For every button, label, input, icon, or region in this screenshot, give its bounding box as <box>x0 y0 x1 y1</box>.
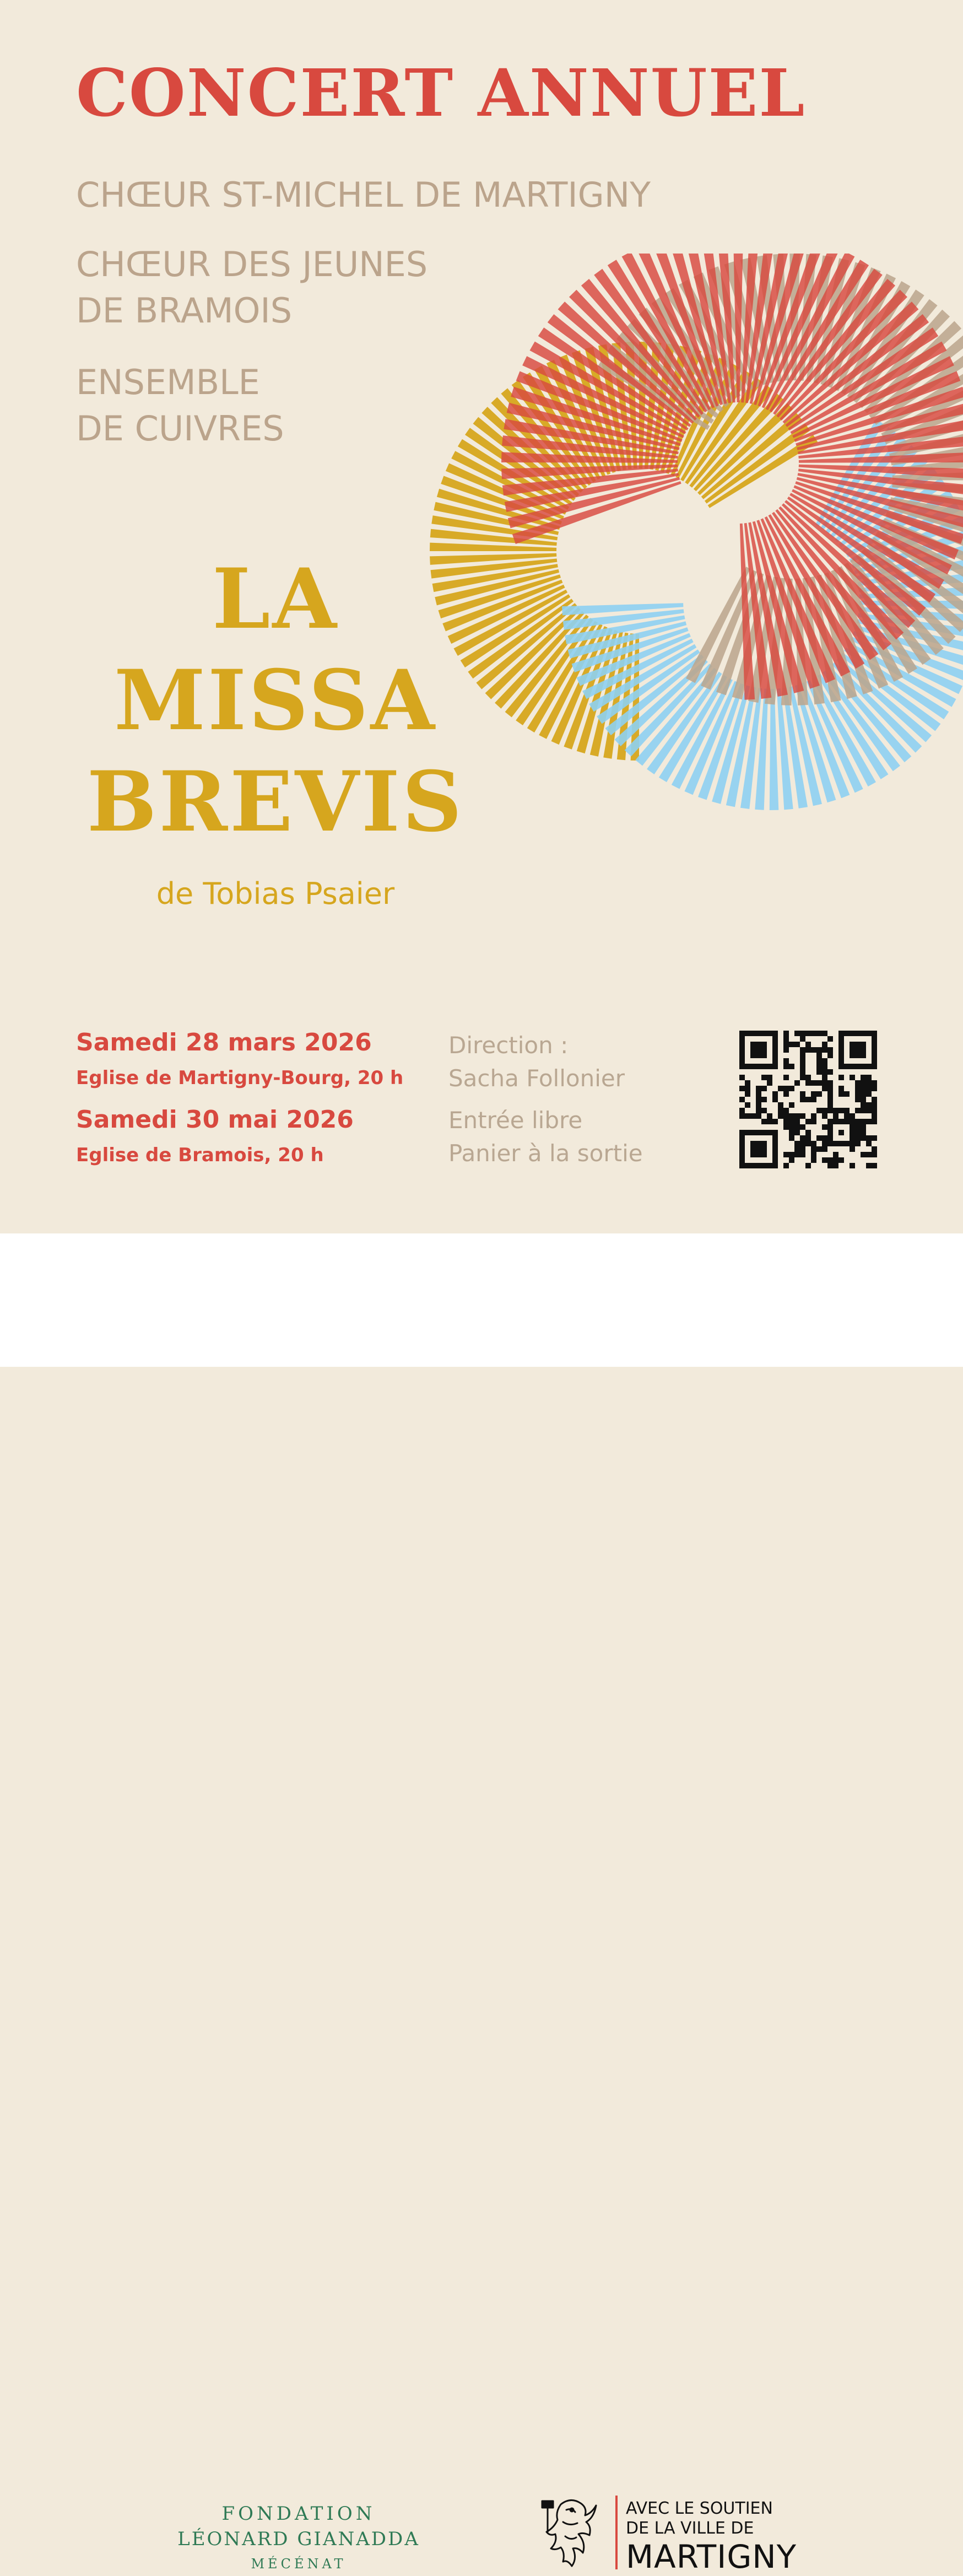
basket-info: Panier à la sortie <box>448 1140 643 1167</box>
foundation-line-3: MÉCÉNAT <box>251 2556 347 2572</box>
work-title-line-2: MISSA <box>114 652 437 749</box>
performer-choir-st-michel: CHŒUR ST-MICHEL DE MARTIGNY <box>76 175 651 215</box>
direction-label: Direction : <box>448 1032 569 1059</box>
martigny-crest-icon <box>539 2493 605 2570</box>
foundation-logo <box>161 2501 436 2576</box>
city-support-logo <box>626 2499 797 2575</box>
director-name: Sacha Follonier <box>448 1065 625 1092</box>
performer-brass-ensemble: ENSEMBLE DE CUIVRES <box>76 362 284 449</box>
support-line-3: MARTIGNY <box>626 2538 797 2575</box>
work-title-line-3: BREVIS <box>86 753 464 850</box>
qr-code[interactable] <box>739 1031 877 1168</box>
sponsor-footer <box>0 1233 963 2575</box>
sunburst-artwork <box>424 254 963 838</box>
poster <box>0 0 963 1233</box>
concert-date-2: Samedi 30 mai 2026 <box>76 1106 354 1134</box>
concert-date-1: Samedi 28 mars 2026 <box>76 1028 372 1057</box>
composer: de Tobias Psaier <box>156 876 395 911</box>
work-title-line-1: LA <box>212 551 339 648</box>
concert-place-1: Eglise de Martigny-Bourg, 20 h <box>76 1067 404 1089</box>
support-divider <box>615 2496 618 2569</box>
support-line-1: AVEC LE SOUTIEN <box>626 2499 773 2518</box>
foundation-line-2: LÉONARD GIANADDA <box>177 2528 420 2550</box>
support-line-2: DE LA VILLE DE <box>626 2519 754 2538</box>
poster-title: CONCERT ANNUEL <box>76 55 806 131</box>
foundation-line-1: FONDATION <box>221 2503 376 2525</box>
concert-place-2: Eglise de Bramois, 20 h <box>76 1144 324 1166</box>
performer-youth-choir-bramois: CHŒUR DES JEUNES DE BRAMOIS <box>76 244 428 331</box>
entry-info: Entrée libre <box>448 1107 583 1134</box>
